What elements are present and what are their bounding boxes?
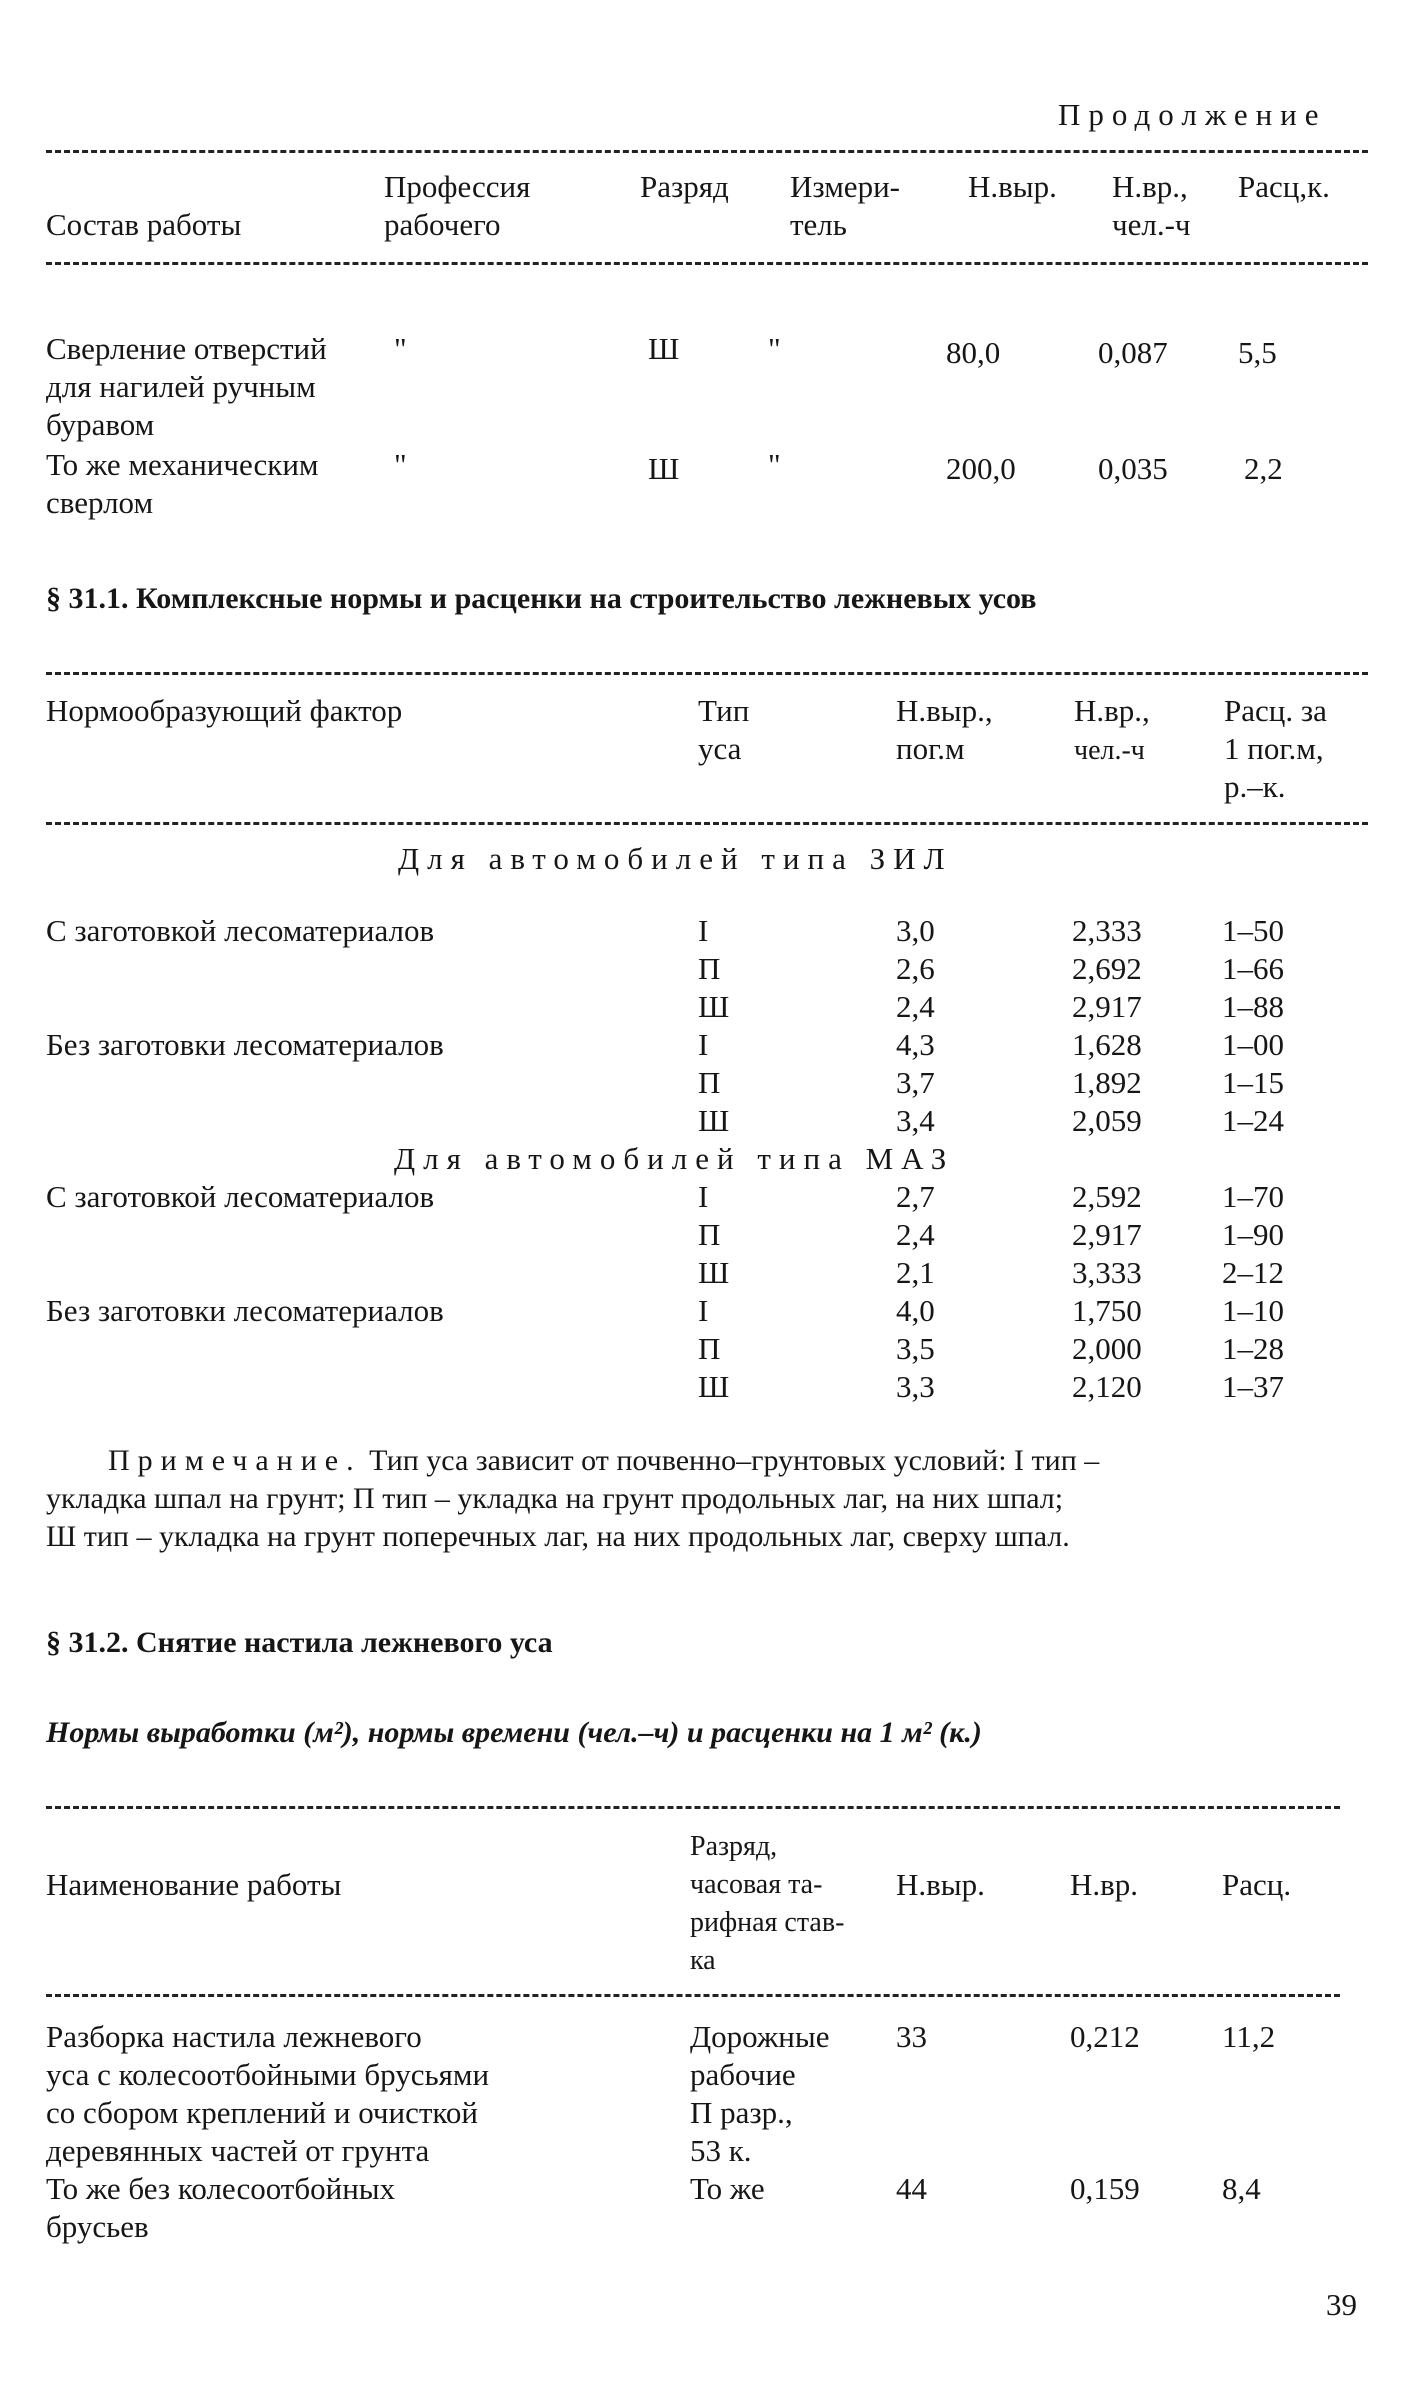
row-name-line: брусьев xyxy=(46,2209,149,2244)
cell-time: 2,917 xyxy=(1072,989,1142,1024)
row-work-line: Сверление отверстий xyxy=(46,331,327,366)
cell-output: 2,6 xyxy=(896,951,935,986)
row-meter: " xyxy=(768,331,781,366)
divider xyxy=(46,262,1368,265)
header-rate: Расц. xyxy=(1222,1867,1292,1902)
group-heading-maz: Для автомобилей типа МАЗ xyxy=(394,1141,955,1176)
cell-time: 1,892 xyxy=(1072,1065,1142,1100)
divider xyxy=(46,1994,1340,1997)
cell-rate: 1–00 xyxy=(1222,1027,1284,1062)
row-output: 80,0 xyxy=(946,335,1001,370)
header-grade-1: Разряд, xyxy=(690,1831,778,1862)
row-time: 0,035 xyxy=(1098,451,1168,486)
cell-rate: 1–10 xyxy=(1222,1293,1284,1328)
cell-rate: 1–88 xyxy=(1222,989,1284,1024)
cell-output: 3,5 xyxy=(896,1331,935,1366)
divider xyxy=(46,822,1368,825)
header-output: Н.выр. xyxy=(896,1867,985,1902)
cell-rate: 1–24 xyxy=(1222,1103,1284,1138)
note-line-3: Ш тип – укладка на грунт поперечных лаг, на них продольных лаг, сверху шпал. xyxy=(46,1520,1070,1553)
note-line-2: укладка шпал на грунт; П тип – укладка на грунт продольных лаг, на них шпал; xyxy=(46,1482,1064,1515)
cell-output: 4,3 xyxy=(896,1027,935,1062)
header-work: Состав работы xyxy=(46,207,242,242)
cell-time: 1,750 xyxy=(1072,1293,1142,1328)
cell-time: 1,628 xyxy=(1072,1027,1142,1062)
row-output: 33 xyxy=(896,2019,927,2054)
row-rate: 2,2 xyxy=(1244,451,1283,486)
cell-type: I xyxy=(698,1179,709,1214)
cell-time: 2,917 xyxy=(1072,1217,1142,1252)
section-title: § 31.2. Снятие настила лежневого уса xyxy=(46,1626,553,1659)
cell-time: 2,120 xyxy=(1072,1369,1142,1404)
cell-output: 2,7 xyxy=(896,1179,935,1214)
header-profession-2: рабочего xyxy=(384,207,501,242)
cell-type: Ш xyxy=(698,1369,730,1404)
divider xyxy=(46,672,1368,675)
row-grade-line: рабочие xyxy=(690,2057,796,2092)
header-output-1: Н.выр., xyxy=(896,693,993,728)
cell-output: 2,4 xyxy=(896,1217,935,1252)
header-name: Наименование работы xyxy=(46,1867,342,1902)
header-rate: Расц,к. xyxy=(1238,169,1330,204)
cell-time: 2,592 xyxy=(1072,1179,1142,1214)
row-work-line: буравом xyxy=(46,407,155,442)
header-type-1: Тип xyxy=(698,693,750,728)
header-time: Н.вр. xyxy=(1070,1867,1139,1902)
row-grade-line: 53 к. xyxy=(690,2133,752,2168)
cell-output: 4,0 xyxy=(896,1293,935,1328)
cell-output: 3,3 xyxy=(896,1369,935,1404)
row-grade: Ш xyxy=(648,331,680,366)
header-time-2: чел.-ч xyxy=(1112,207,1191,242)
cell-rate: 1–50 xyxy=(1222,913,1284,948)
group-heading-zil: Для автомобилей типа ЗИЛ xyxy=(398,841,953,876)
header-type-2: уса xyxy=(698,731,742,766)
header-grade-4: ка xyxy=(690,1945,716,1976)
row-rate: 8,4 xyxy=(1222,2171,1261,2206)
row-work-line: для нагилей ручным xyxy=(46,369,316,404)
cell-time: 2,333 xyxy=(1072,913,1142,948)
cell-time: 2,000 xyxy=(1072,1331,1142,1366)
cell-rate: 1–28 xyxy=(1222,1331,1284,1366)
header-factor: Нормообразующий фактор xyxy=(46,693,403,728)
row-work-line: сверлом xyxy=(46,485,154,520)
row-output: 44 xyxy=(896,2171,927,2206)
note-word: Примечание. xyxy=(108,1444,362,1477)
cell-type: П xyxy=(698,1065,721,1100)
row-meter: " xyxy=(768,447,781,482)
row-grade-line: Дорожные xyxy=(690,2019,830,2054)
row-name-line: со сбором креплений и очисткой xyxy=(46,2095,478,2130)
cell-rate: 1–15 xyxy=(1222,1065,1284,1100)
cell-rate: 1–37 xyxy=(1222,1369,1284,1404)
cell-output: 3,7 xyxy=(896,1065,935,1100)
header-time-1: Н.вр., xyxy=(1112,169,1188,204)
continuation-label: Продолжение xyxy=(1058,97,1327,132)
section-subtitle: Нормы выработки (м²), нормы времени (чел.–ч) и расценки на 1 м² (к.) xyxy=(46,1716,982,1749)
cell-rate: 1–70 xyxy=(1222,1179,1284,1214)
cell-time: 3,333 xyxy=(1072,1255,1142,1290)
header-meter-2: тель xyxy=(790,207,847,242)
cell-time: 2,692 xyxy=(1072,951,1142,986)
header-rate-2: 1 пог.м, xyxy=(1224,731,1324,766)
row-name-line: Разборка настила лежневого xyxy=(46,2019,422,2054)
row-name-line: То же без колесоотбойных xyxy=(46,2171,396,2206)
factor-label: С заготовкой лесоматериалов xyxy=(46,913,435,948)
cell-type: П xyxy=(698,1217,721,1252)
header-output-2: пог.м xyxy=(896,731,965,766)
cell-rate: 1–66 xyxy=(1222,951,1284,986)
row-profession: " xyxy=(394,447,407,482)
cell-type: I xyxy=(698,1027,709,1062)
cell-output: 3,4 xyxy=(896,1103,935,1138)
header-time-1: Н.вр., xyxy=(1074,693,1150,728)
divider xyxy=(46,1806,1340,1809)
row-grade-line: П разр., xyxy=(690,2095,793,2130)
header-grade: Разряд xyxy=(640,169,729,204)
factor-label: С заготовкой лесоматериалов xyxy=(46,1179,435,1214)
factor-label: Без заготовки лесоматериалов xyxy=(46,1027,444,1062)
cell-output: 2,4 xyxy=(896,989,935,1024)
cell-type: Ш xyxy=(698,1103,730,1138)
header-rate-1: Расц. за xyxy=(1224,693,1327,728)
divider xyxy=(46,150,1368,153)
header-profession-1: Профессия xyxy=(384,169,531,204)
note-text: Тип уса зависит от почвенно–грунтовых условий: I тип – xyxy=(369,1444,1100,1477)
header-output: Н.выр. xyxy=(968,169,1057,204)
row-time: 0,159 xyxy=(1070,2171,1140,2206)
factor-label: Без заготовки лесоматериалов xyxy=(46,1293,444,1328)
cell-type: Ш xyxy=(698,1255,730,1290)
header-grade-3: рифная став- xyxy=(690,1907,845,1938)
cell-type: I xyxy=(698,913,709,948)
row-grade: Ш xyxy=(648,451,680,486)
note-line-1 xyxy=(108,1442,1099,1480)
page-number: 39 xyxy=(1326,2287,1357,2322)
cell-rate: 1–90 xyxy=(1222,1217,1284,1252)
row-name-line: деревянных частей от грунта xyxy=(46,2133,430,2168)
cell-type: Ш xyxy=(698,989,730,1024)
header-meter-1: Измери- xyxy=(790,169,900,204)
cell-time: 2,059 xyxy=(1072,1103,1142,1138)
cell-output: 3,0 xyxy=(896,913,935,948)
header-rate-3: р.–к. xyxy=(1224,769,1286,804)
row-rate: 5,5 xyxy=(1238,335,1277,370)
row-work-line: То же механическим xyxy=(46,447,319,482)
cell-type: П xyxy=(698,951,721,986)
row-time: 0,087 xyxy=(1098,335,1168,370)
row-profession: " xyxy=(394,331,407,366)
header-time-2: чел.-ч xyxy=(1074,735,1145,766)
header-grade-2: часовая та- xyxy=(690,1869,823,1900)
cell-rate: 2–12 xyxy=(1222,1255,1284,1290)
row-rate: 11,2 xyxy=(1222,2019,1276,2054)
cell-type: I xyxy=(698,1293,709,1328)
cell-output: 2,1 xyxy=(896,1255,935,1290)
row-grade-line: То же xyxy=(690,2171,765,2206)
cell-type: П xyxy=(698,1331,721,1366)
row-output: 200,0 xyxy=(946,451,1016,486)
row-time: 0,212 xyxy=(1070,2019,1140,2054)
row-name-line: уса с колесоотбойными брусьями xyxy=(46,2057,490,2092)
section-title: § 31.1. Комплексные нормы и расценки на строительство лежневых усов xyxy=(46,582,1037,615)
